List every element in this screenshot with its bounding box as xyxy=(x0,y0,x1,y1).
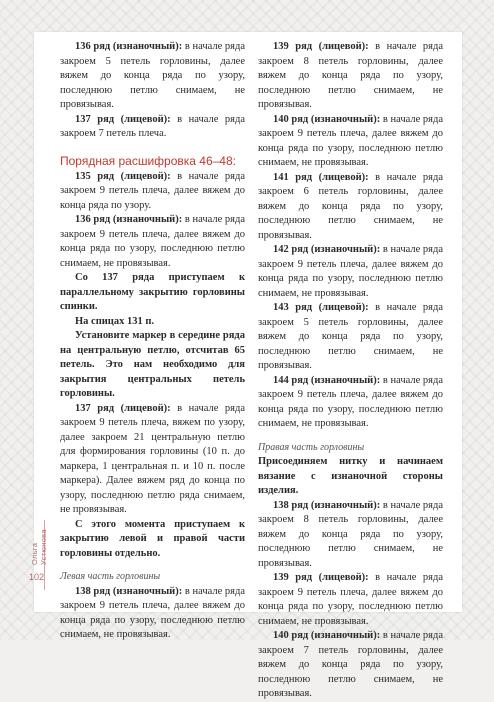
row-text: в начале ряда закроем 9 петель плеча, далее вяжем до конца ряда по узору. xyxy=(60,170,245,211)
row-label: 143 ряд (лицевой): xyxy=(273,302,369,313)
instruction-paragraph xyxy=(258,40,443,113)
instruction-paragraph xyxy=(60,329,245,402)
row-text: в начале ряда закроем 9 петель плеча, вяжем по узору, далее закроем 21 центральную петлю для формирования горловины (10 п. до маркера, 1 центральная п. и 10 п. после маркера). Далее вяжем ряд до конца по узору, последнюю петлю ряда снимаем, не провязывая. xyxy=(60,402,245,515)
instruction-paragraph xyxy=(258,571,443,629)
row-label: С этого момента приступаем к закрытию левой и правой части горловины отдельно. xyxy=(60,518,245,559)
instruction-paragraph xyxy=(258,499,443,572)
row-label: 141 ряд (лицевой): xyxy=(273,171,369,183)
row-text: в начале ряда закроем 9 петель плеча, далее вяжем до конца ряда по узору, последнюю петлю снимаем, не провязывая. xyxy=(258,113,443,168)
instruction-paragraph xyxy=(258,113,443,171)
row-text: в начале ряда закроем 5 петель горловины, далее вяжем до конца ряда по узору, последнюю петлю снимаем, не провязывая. xyxy=(258,302,443,371)
instruction-paragraph xyxy=(60,170,245,214)
section-heading: Порядная расшифровка 46–48: xyxy=(60,153,236,168)
row-label: 139 ряд (лицевой): xyxy=(273,572,369,583)
row-text: в начале ряда закроем 7 петель горловины, далее вяжем до конца ряда по узору, последнюю петлю снимаем, не провязывая. xyxy=(258,630,443,699)
row-text: в начале ряда закроем 7 петель плеча. xyxy=(60,113,245,139)
instruction-paragraph xyxy=(60,213,245,271)
row-label: 142 ряд (изнаночный): xyxy=(273,244,381,255)
row-text: в начале ряда закроем 9 петель плеча, далее вяжем до конца ряда по узору, последнюю петлю снимаем, не провязывая. xyxy=(258,244,443,299)
instruction-paragraph xyxy=(258,374,443,432)
row-text: в начале ряда закроем 6 петель горловины, далее вяжем до конца ряда по узору, последнюю петлю снимаем, не провязывая. xyxy=(258,171,443,241)
row-text: в начале ряда закроем 9 петель плеча, далее вяжем до конца ряда по узору, последнюю петлю снимаем, не провязывая. xyxy=(258,374,443,429)
instruction-paragraph xyxy=(60,402,245,518)
row-label: Установите маркер в середине ряда на центральную петлю, отсчитав 65 петель. Это нам необходимо для закрытия центральных петель горловины. xyxy=(60,330,245,399)
row-label: 135 ряд (лицевой): xyxy=(75,170,171,182)
row-label: 137 ряд (лицевой): xyxy=(75,113,171,125)
instruction-paragraph xyxy=(60,585,245,643)
row-label: 136 ряд (изнаночный): xyxy=(75,214,183,225)
instruction-paragraph xyxy=(258,455,443,499)
instruction-paragraph xyxy=(258,171,443,244)
author-side-label: Ольга Устюнова xyxy=(30,529,48,565)
right-column xyxy=(258,40,443,702)
row-text: в начале ряда закроем 8 петель горловины, далее вяжем до конца ряда по узору, последнюю петлю снимаем, не провязывая. xyxy=(258,499,443,569)
subsection-title: Левая часть горловины xyxy=(60,571,161,582)
row-text: в начале ряда закроем 8 петель горловины, далее вяжем до конца ряда по узору, последнюю петлю снимаем, не провязывая. xyxy=(258,41,443,110)
row-label: 138 ряд (изнаночный): xyxy=(75,585,183,597)
instruction-paragraph xyxy=(60,40,245,113)
instruction-paragraph xyxy=(60,315,245,330)
instruction-paragraph xyxy=(60,113,245,142)
instruction-paragraph xyxy=(258,243,443,301)
row-label: 139 ряд (лицевой): xyxy=(273,41,369,52)
row-label: 137 ряд (лицевой): xyxy=(75,402,171,414)
instruction-paragraph xyxy=(60,271,245,315)
row-label: 144 ряд (изнаночный): xyxy=(273,374,381,386)
row-label: Со 137 ряда приступаем к параллельному закрытию горловины спинки. xyxy=(60,272,245,312)
row-text: в начале ряда закроем 9 петель плеча, далее вяжем до конца ряда по узору, последнюю петлю снимаем, не провязывая. xyxy=(60,214,245,269)
row-text: в начале ряда закроем 9 петель плеча, далее вяжем до конца ряда по узору, последнюю петлю снимаем, не провязывая. xyxy=(60,585,245,640)
instruction-paragraph xyxy=(60,518,245,562)
row-text: в начале ряда закроем 9 петель плеча, далее вяжем до конца ряда по узору, последнюю петлю снимаем, не провязывая. xyxy=(258,572,443,627)
row-text: в начале ряда закроем 5 петель горловины, далее вяжем до конца ряда по узору, последнюю петлю снимаем, не провязывая. xyxy=(60,41,245,110)
row-label: 140 ряд (изнаночный): xyxy=(273,630,381,641)
row-label: На спицах 131 п. xyxy=(75,315,155,327)
instruction-paragraph xyxy=(258,301,443,374)
page-number: 102 xyxy=(29,572,45,582)
left-column xyxy=(60,40,245,643)
row-label: 136 ряд (изнаночный): xyxy=(75,41,183,52)
row-label: 140 ряд (изнаночный): xyxy=(273,113,381,125)
row-label: Присоединяем нитку и начинаем вязание с изнаночной стороны изделия. xyxy=(258,456,443,496)
row-label: 138 ряд (изнаночный): xyxy=(273,499,381,511)
subsection-title: Правая часть горловины xyxy=(258,441,365,453)
